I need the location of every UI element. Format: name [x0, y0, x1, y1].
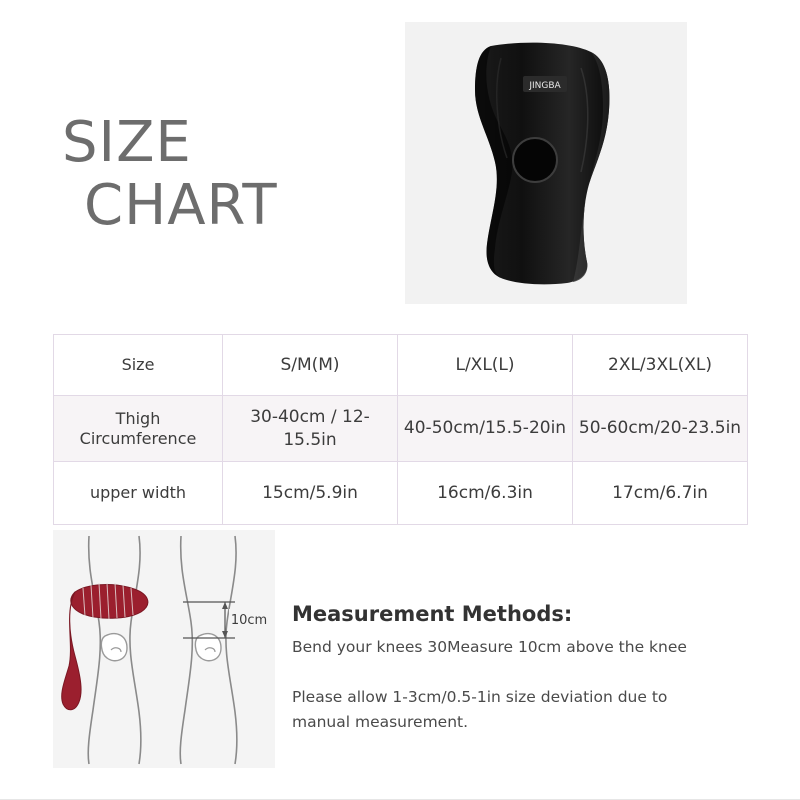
- size-table: [53, 334, 748, 525]
- cell-width-sm: 15cm/5.9in: [223, 462, 398, 525]
- cell-thigh-2xl: 50-60cm/20-23.5in: [573, 396, 748, 462]
- row-label-thigh-circumference: Thigh Circumference: [54, 396, 223, 462]
- page-title-line2: CHART: [84, 172, 278, 238]
- measurement-section: [0, 520, 800, 800]
- cell-thigh-sm: 30-40cm / 12-15.5in: [223, 396, 398, 462]
- svg-text:JINGBA: JINGBA: [529, 81, 561, 91]
- table-header-row: [54, 335, 748, 396]
- measurement-instruction: Bend your knees 30Measure 10cm above the knee: [292, 638, 687, 656]
- cell-thigh-lxl: 40-50cm/15.5-20in: [398, 396, 573, 462]
- size-table-container: [53, 334, 748, 525]
- row-label-upper-width: upper width: [54, 462, 223, 525]
- table-header-lxl: L/XL(L): [398, 335, 573, 396]
- measurement-diagram: [53, 530, 275, 768]
- knee-brace-illustration: [431, 38, 661, 288]
- cell-width-lxl: 16cm/6.3in: [398, 462, 573, 525]
- page-title-line1: SIZE: [62, 110, 192, 175]
- measurement-note: Please allow 1-3cm/0.5-1in size deviation due to manual measurement.: [292, 688, 668, 732]
- cell-width-2xl: 17cm/6.7in: [573, 462, 748, 525]
- table-header-2xl: 2XL/3XL(XL): [573, 335, 748, 396]
- page-title: [62, 112, 278, 237]
- measurement-text-block: [292, 602, 762, 735]
- diagram-measure-label: 10cm: [230, 613, 268, 628]
- leg-diagram-illustration: [53, 530, 275, 768]
- product-image: [405, 22, 687, 304]
- measurement-heading: Measurement Methods:: [292, 602, 573, 626]
- brand-tag: [523, 76, 567, 92]
- header-section: [0, 0, 800, 318]
- table-row: [54, 462, 748, 525]
- table-header-sm: S/M(M): [223, 335, 398, 396]
- table-header-size: Size: [54, 335, 223, 396]
- table-row: [54, 396, 748, 462]
